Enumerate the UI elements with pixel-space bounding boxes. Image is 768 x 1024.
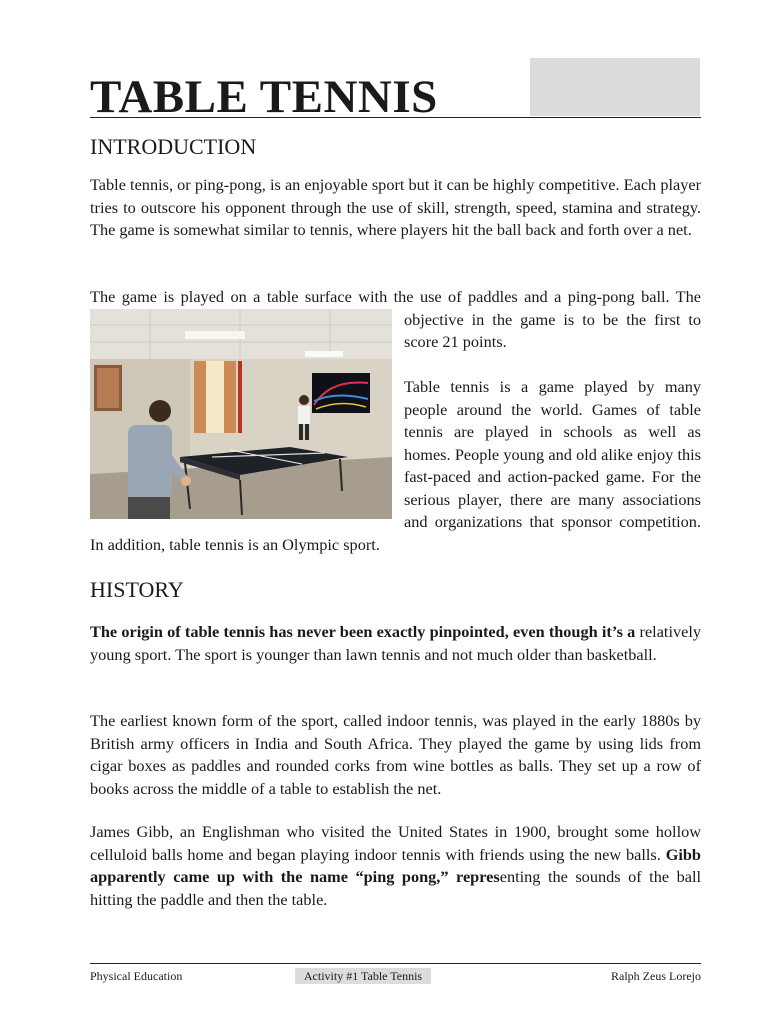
history-paragraph-3-end: enting the sounds of the ball hitting the paddle and then the table. xyxy=(90,867,701,909)
history-paragraph-3 xyxy=(90,821,701,911)
history-paragraph-1 xyxy=(90,621,701,666)
history-paragraph-3-start: James Gibb, an Englishman who visited the United States in 1900, brought some hollow celluloid balls home and began playing indoor tennis with friends using the new balls. xyxy=(90,822,701,864)
header-gray-box xyxy=(530,58,700,116)
footer-subject: Physical Education xyxy=(90,969,183,983)
history-paragraph-2: The earliest known form of the sport, called indoor tennis, was played in the early 1880s by British army officers in India and South Africa. They played the game by using lids from cigar boxes as paddles and rounded corks from wine bottles as balls. They set up a row of books across the middle of a table to establish the net. xyxy=(90,711,701,798)
intro-paragraph-2-rest: objective in the game is to be the first to score 21 points. xyxy=(404,309,701,351)
introduction-heading: INTRODUCTION xyxy=(90,134,257,159)
footer-activity: Activity #1 Table Tennis xyxy=(295,968,431,984)
footer-author: Ralph Zeus Lorejo xyxy=(611,969,701,983)
title-divider xyxy=(90,117,701,118)
intro-paragraph-1: Table tennis, or ping-pong, is an enjoyable sport but it can be highly competitive. Each player tries to outscore his opponent through the use of skill, strength, speed, stamina and strategy. The game is somewhat similar to tennis, where players hit the ball back and forth over a net. xyxy=(90,175,701,239)
table-tennis-photo xyxy=(90,309,392,519)
history-heading: HISTORY xyxy=(90,577,184,602)
intro-paragraph-3: Table tennis is a game played by many people around the world. Games of table tennis are played in schools as well as homes. People young and old alike enjoy this fast-paced and action-packed game. For the serious player, there are many associations and organizations that sponsor competition. In addition, table tennis is an Olympic sport. xyxy=(90,377,701,554)
footer-divider xyxy=(90,963,701,964)
intro-wrap-block xyxy=(90,286,701,556)
intro-paragraph-2-line-1: The game is played on a table surface with the use of paddles and a ping-pong ball. The xyxy=(90,287,701,306)
history-paragraph-1-bold: The origin of table tennis has never been exactly pinpointed, even though it’s a xyxy=(90,622,636,641)
page-title: TABLE TENNIS xyxy=(90,71,438,123)
history-paragraph-3-bold: Gibb apparently came up with the name “ping pong,” repres xyxy=(90,844,701,886)
history-paragraph-1-rest: relatively young sport. The sport is younger than lawn tennis and not much older than basketball. xyxy=(90,622,702,664)
